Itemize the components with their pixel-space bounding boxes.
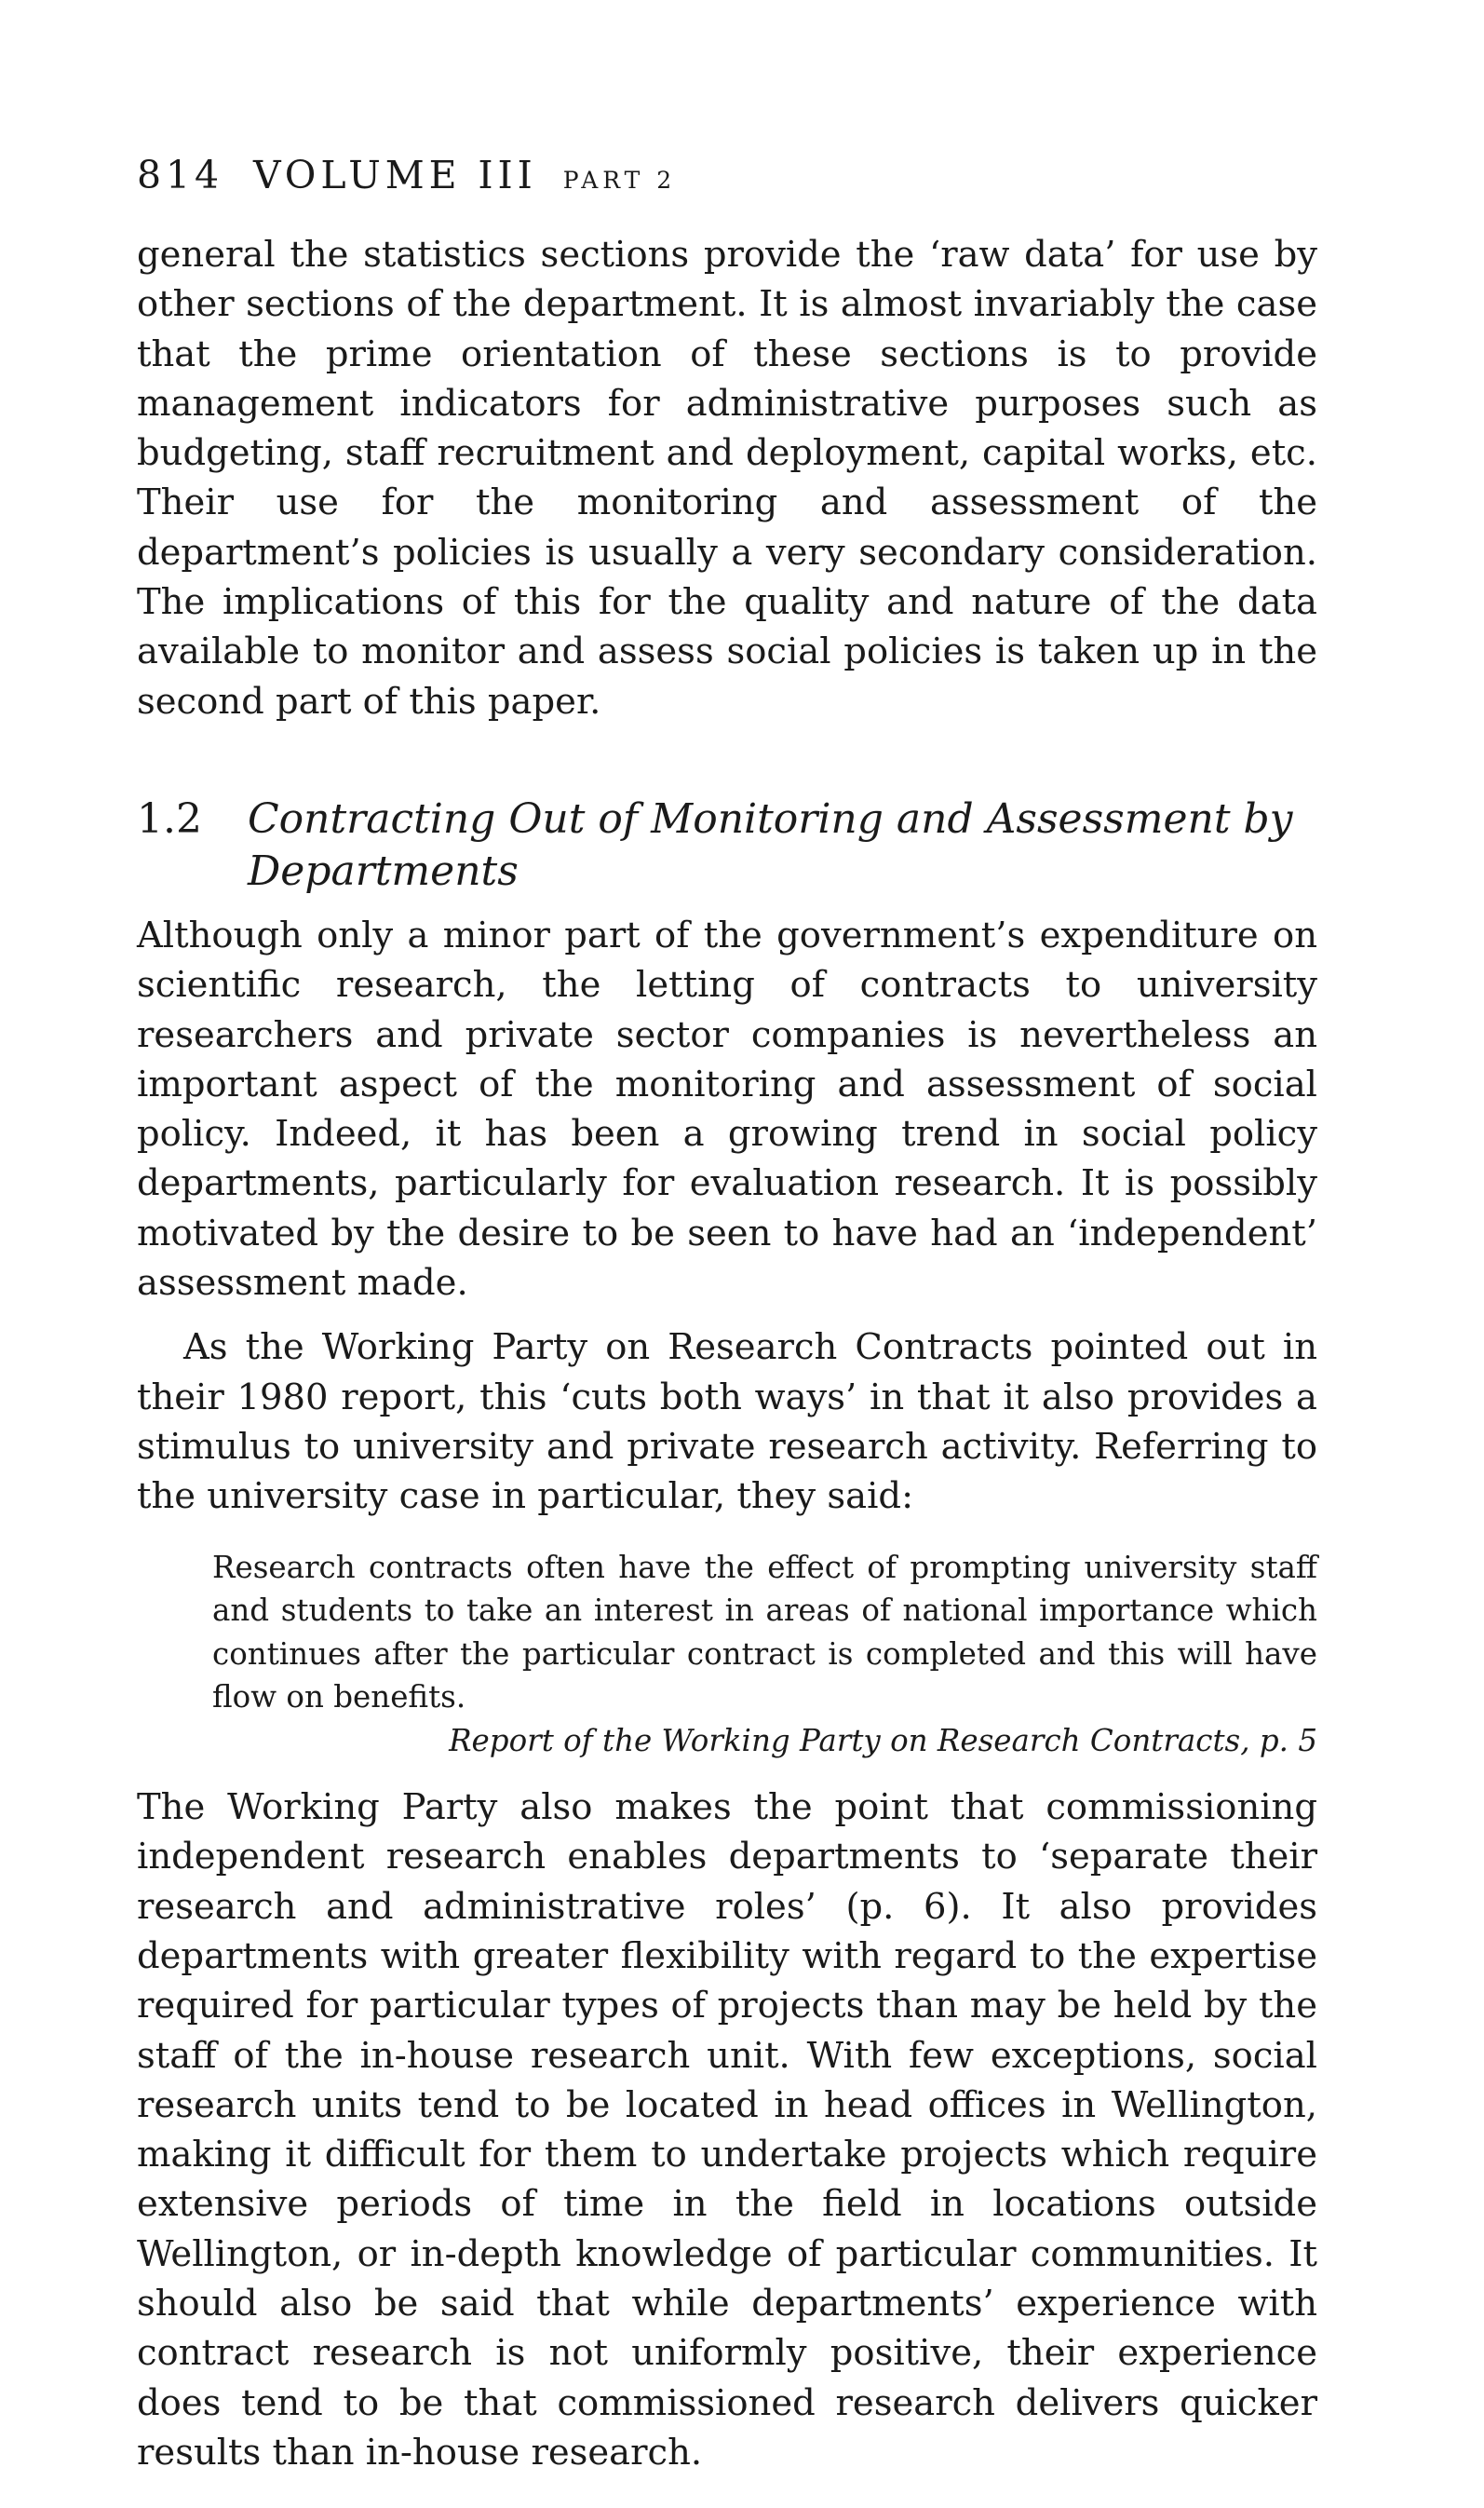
quote-source: Report of the Working Party on Research Contracts, p. 5 bbox=[449, 1722, 1317, 1758]
section-title: Contracting Out of Monitoring and Assessment by Departments bbox=[248, 794, 1293, 895]
page-number: 814 bbox=[137, 153, 224, 197]
volume-label: VOLUME III bbox=[252, 153, 537, 197]
part-label: PART 2 bbox=[562, 167, 677, 194]
document-page bbox=[137, 153, 1317, 2477]
quote-text: Research contracts often have the effect of prompting university staff and students to take an interest in areas of national importance which continues after the particular contract is completed and this will have flow on benefits. bbox=[212, 1549, 1317, 1715]
paragraph-4: The Working Party also makes the point that commissioning independent research enables departments to ‘separate their research and administrative roles’ (p. 6). It also provides departments with greater flexibility with regard to the expertise required for particular types of projects than may be held by the staff of the in-house research unit. With few exceptions, social research units tend to be located in head offices in Wellington, making it difficult for them to undertake projects which require extensive periods of time in the field in locations outside Wellington, or in-depth knowledge of particular communities. It should also be said that while departments’ experience with contract research is not uniformly positive, their experience does tend to be that commissioned research delivers quicker results than in-house research. bbox=[137, 1786, 1317, 2474]
running-head bbox=[137, 153, 1317, 197]
section-heading bbox=[137, 793, 1317, 898]
paragraph-2: Although only a minor part of the government’s expenditure on scientific research, the letting of contracts to university researchers and private sector companies is nevertheless an important aspect of the monitoring and assessment of social policy. Indeed, it has been a growing trend in social policy departments, particularly for evaluation research. It is possibly motivated by the desire to be seen to have had an ‘independent’ assessment made. bbox=[137, 914, 1317, 1305]
block-quote bbox=[212, 1546, 1317, 1763]
paragraph-3: As the Working Party on Research Contracts pointed out in their 1980 report, this ‘cuts both ways’ in that it also provides a stimulus to university and private research activity. Referring to the university case in particular, they said: bbox=[137, 1326, 1317, 1518]
section-number: 1.2 bbox=[137, 794, 202, 843]
paragraph-1: general the statistics sections provide the ‘raw data’ for use by other sections of the department. It is almost invariably the case that the prime orientation of these sections is to provide management indicators for administrative purposes such as budgeting, staff recruitment and deployment, capital works, etc. Their use for the monitoring and assessment of the department’s policies is usually a very secondary consideration. The implications of this for the quality and nature of the data available to monitor and assess social policies is taken up in the second part of this paper. bbox=[137, 234, 1317, 723]
